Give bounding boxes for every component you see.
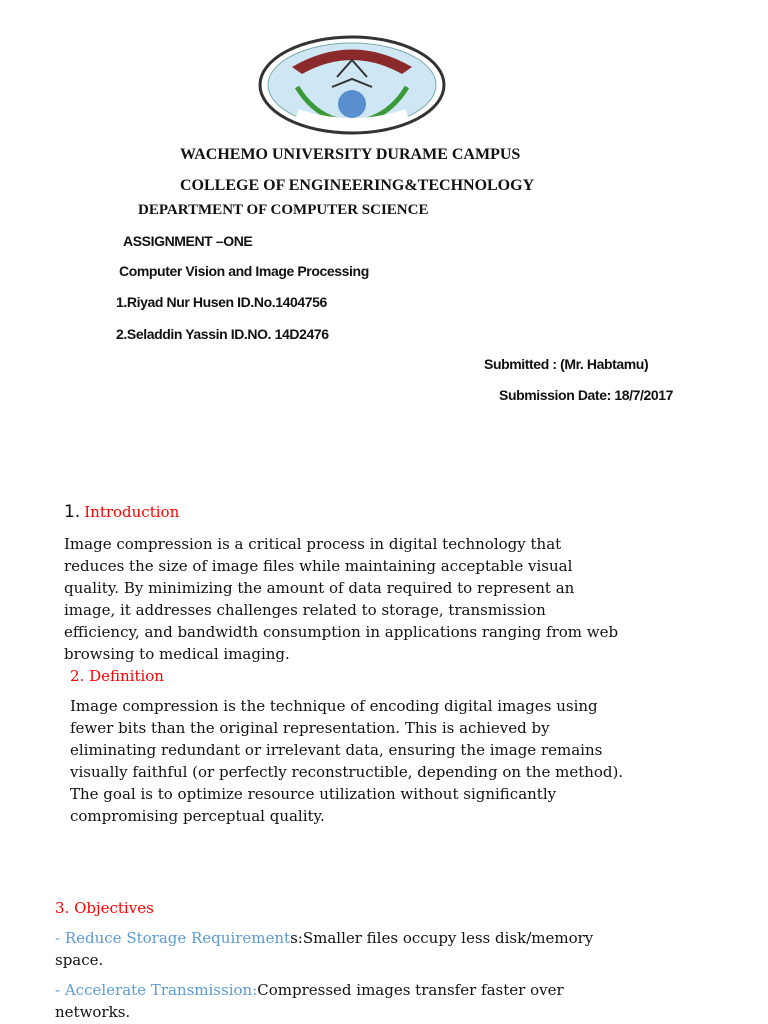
- text-line: Image compression is a critical process in digital technology that: [64, 535, 562, 553]
- assignment-title: ASSIGNMENT –ONE: [123, 233, 253, 249]
- text-line: efficiency, and bandwidth consumption in applications ranging from web: [64, 623, 619, 641]
- intro-title: Introduction: [84, 503, 180, 521]
- objective-text: Compressed images transfer faster over: [257, 981, 564, 999]
- student-1: 1.Riyad Nur Husen ID.No.1404756: [116, 294, 327, 310]
- text-line: reduces the size of image files while maintaining acceptable visual: [64, 557, 573, 575]
- intro-number: 1.: [64, 502, 81, 522]
- department-name: DEPARTMENT OF COMPUTER SCIENCE: [138, 202, 429, 218]
- text-line: visually faithful (or perfectly reconstructible, depending on the method).: [70, 763, 624, 781]
- college-name: COLLEGE OF ENGINEERING&TECHNOLOGY: [180, 177, 535, 194]
- objective-item: [55, 979, 564, 1023]
- objective-label: - Accelerate Transmission:: [55, 981, 258, 999]
- objective-label: - Reduce Storage Requirement: [55, 929, 291, 947]
- text-line: Image compression is the technique of encoding digital images using: [70, 697, 598, 715]
- text-line: eliminating redundant or irrelevant data, ensuring the image remains: [70, 741, 603, 759]
- text-line: fewer bits than the original representation. This is achieved by: [70, 719, 550, 737]
- objective-text-cont: space.: [55, 951, 104, 969]
- objectives-heading: 3. Objectives: [55, 899, 154, 917]
- text-line: quality. By minimizing the amount of data required to represent an: [64, 579, 575, 597]
- student-2: 2.Seladdin Yassin ID.NO. 14D2476: [116, 326, 329, 342]
- objective-text-cont: networks.: [55, 1003, 131, 1021]
- text-line: compromising perceptual quality.: [70, 807, 325, 825]
- university-logo: [252, 32, 452, 138]
- course-name: Computer Vision and Image Processing: [119, 263, 369, 279]
- text-line: browsing to medical imaging.: [64, 645, 290, 663]
- objective-text: s:Smaller files occupy less disk/memory: [290, 929, 594, 947]
- intro-paragraph: [64, 533, 618, 665]
- university-name: WACHEMO UNIVERSITY DURAME CAMPUS: [180, 146, 521, 163]
- objective-item: [55, 927, 593, 971]
- definition-heading: 2. Definition: [70, 667, 164, 685]
- submitted-to: Submitted : (Mr. Habtamu): [484, 356, 649, 372]
- intro-heading: [64, 502, 179, 522]
- submission-date: Submission Date: 18/7/2017: [499, 387, 674, 403]
- text-line: image, it addresses challenges related to storage, transmission: [64, 601, 546, 619]
- definition-paragraph: [70, 695, 623, 827]
- text-line: The goal is to optimize resource utilization without significantly: [70, 785, 557, 803]
